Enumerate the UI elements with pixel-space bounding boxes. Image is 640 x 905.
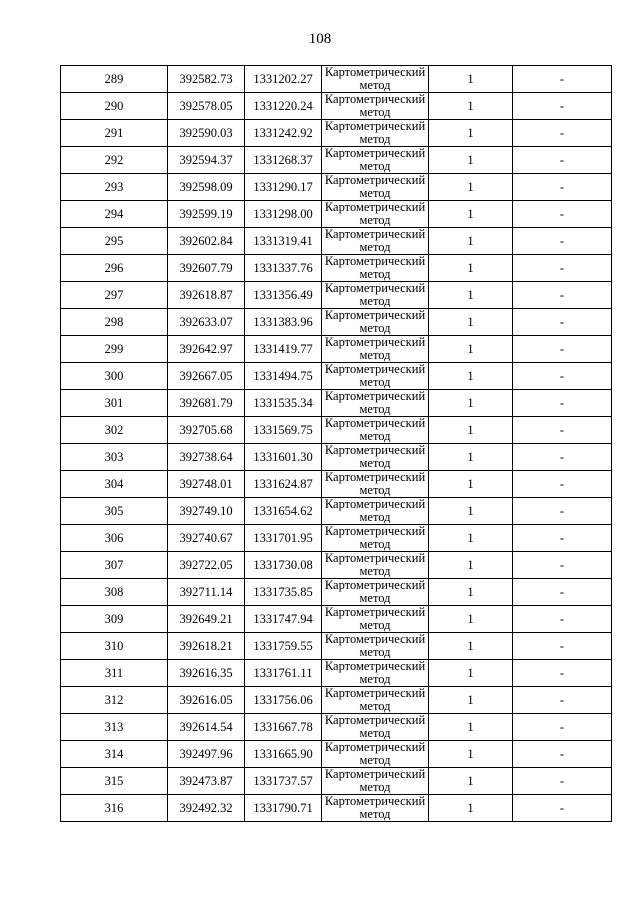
accuracy-cell: 1 <box>429 633 513 660</box>
accuracy-cell: 1 <box>429 255 513 282</box>
x-coordinate-cell: 392582.73 <box>168 66 245 93</box>
method-label-line1: Картометрический <box>324 389 426 403</box>
x-coordinate-cell: 392497.96 <box>168 741 245 768</box>
method-label-line1: Картометрический <box>324 92 426 106</box>
table-row <box>61 363 612 390</box>
note-cell: - <box>513 768 612 795</box>
y-coordinate-cell: 1331759.55 <box>245 633 322 660</box>
method-cell <box>322 606 429 633</box>
method-label-line2: метод <box>359 564 391 578</box>
x-coordinate-cell: 392740.67 <box>168 525 245 552</box>
x-coordinate-cell: 392618.87 <box>168 282 245 309</box>
point-number-cell: 304 <box>61 471 168 498</box>
x-coordinate-cell: 392748.01 <box>168 471 245 498</box>
point-number-cell: 305 <box>61 498 168 525</box>
y-coordinate-cell: 1331624.87 <box>245 471 322 498</box>
method-cell <box>322 282 429 309</box>
method-label-line1: Картометрический <box>324 713 426 727</box>
method-cell <box>322 417 429 444</box>
method-label-line2: метод <box>359 105 391 119</box>
x-coordinate-cell: 392607.79 <box>168 255 245 282</box>
method-label-line2: метод <box>359 672 391 686</box>
point-number-cell: 302 <box>61 417 168 444</box>
method-label-line2: метод <box>359 726 391 740</box>
accuracy-cell: 1 <box>429 552 513 579</box>
method-label-line1: Картометрический <box>324 443 426 457</box>
table-row <box>61 741 612 768</box>
note-cell: - <box>513 660 612 687</box>
y-coordinate-cell: 1331756.06 <box>245 687 322 714</box>
point-number-cell: 303 <box>61 444 168 471</box>
accuracy-cell: 1 <box>429 714 513 741</box>
point-number-cell: 307 <box>61 552 168 579</box>
method-label-line2: метод <box>359 267 391 281</box>
y-coordinate-cell: 1331337.76 <box>245 255 322 282</box>
method-label-line1: Картометрический <box>324 146 426 160</box>
y-coordinate-cell: 1331220.24 <box>245 93 322 120</box>
table-row <box>61 687 612 714</box>
accuracy-cell: 1 <box>429 147 513 174</box>
method-cell <box>322 714 429 741</box>
method-cell <box>322 228 429 255</box>
method-label-line1: Картометрический <box>324 551 426 565</box>
point-number-cell: 314 <box>61 741 168 768</box>
accuracy-cell: 1 <box>429 309 513 336</box>
method-label-line2: метод <box>359 294 391 308</box>
method-cell <box>322 390 429 417</box>
method-label-line1: Картометрический <box>324 308 426 322</box>
table-row <box>61 606 612 633</box>
note-cell: - <box>513 174 612 201</box>
x-coordinate-cell: 392590.03 <box>168 120 245 147</box>
note-cell: - <box>513 714 612 741</box>
note-cell: - <box>513 120 612 147</box>
method-label-line1: Картометрический <box>324 497 426 511</box>
x-coordinate-cell: 392618.21 <box>168 633 245 660</box>
method-cell <box>322 687 429 714</box>
accuracy-cell: 1 <box>429 606 513 633</box>
accuracy-cell: 1 <box>429 525 513 552</box>
note-cell: - <box>513 606 612 633</box>
method-label-line2: метод <box>359 483 391 497</box>
table-row <box>61 660 612 687</box>
method-label-line2: метод <box>359 402 391 416</box>
accuracy-cell: 1 <box>429 228 513 255</box>
method-label-line1: Картометрический <box>324 632 426 646</box>
table-row <box>61 471 612 498</box>
table-row <box>61 120 612 147</box>
method-label-line1: Картометрический <box>324 173 426 187</box>
coordinates-table-body <box>61 66 612 822</box>
method-label-line2: метод <box>359 132 391 146</box>
method-label-line1: Картометрический <box>324 65 426 79</box>
accuracy-cell: 1 <box>429 579 513 606</box>
point-number-cell: 313 <box>61 714 168 741</box>
table-row <box>61 255 612 282</box>
table-row <box>61 147 612 174</box>
y-coordinate-cell: 1331730.08 <box>245 552 322 579</box>
point-number-cell: 312 <box>61 687 168 714</box>
method-label-line1: Картометрический <box>324 362 426 376</box>
method-cell <box>322 795 429 822</box>
table-row <box>61 417 612 444</box>
note-cell: - <box>513 525 612 552</box>
point-number-cell: 295 <box>61 228 168 255</box>
method-label-line1: Картометрический <box>324 227 426 241</box>
point-number-cell: 298 <box>61 309 168 336</box>
method-cell <box>322 471 429 498</box>
method-label-line1: Картометрический <box>324 767 426 781</box>
y-coordinate-cell: 1331535.34 <box>245 390 322 417</box>
table-row <box>61 309 612 336</box>
accuracy-cell: 1 <box>429 741 513 768</box>
x-coordinate-cell: 392614.54 <box>168 714 245 741</box>
method-cell <box>322 552 429 579</box>
note-cell: - <box>513 417 612 444</box>
y-coordinate-cell: 1331356.49 <box>245 282 322 309</box>
method-cell <box>322 741 429 768</box>
method-cell <box>322 498 429 525</box>
note-cell: - <box>513 147 612 174</box>
y-coordinate-cell: 1331202.27 <box>245 66 322 93</box>
page-number: 108 <box>308 31 332 47</box>
accuracy-cell: 1 <box>429 795 513 822</box>
method-label-line1: Картометрический <box>324 254 426 268</box>
method-label-line2: метод <box>359 348 391 362</box>
y-coordinate-cell: 1331268.37 <box>245 147 322 174</box>
table-row <box>61 336 612 363</box>
method-label-line2: метод <box>359 240 391 254</box>
accuracy-cell: 1 <box>429 93 513 120</box>
x-coordinate-cell: 392594.37 <box>168 147 245 174</box>
method-cell <box>322 363 429 390</box>
point-number-cell: 301 <box>61 390 168 417</box>
method-label-line2: метод <box>359 186 391 200</box>
x-coordinate-cell: 392738.64 <box>168 444 245 471</box>
x-coordinate-cell: 392616.35 <box>168 660 245 687</box>
accuracy-cell: 1 <box>429 417 513 444</box>
table-row <box>61 201 612 228</box>
y-coordinate-cell: 1331790.71 <box>245 795 322 822</box>
method-label-line2: метод <box>359 429 391 443</box>
method-cell <box>322 579 429 606</box>
method-label-line2: метод <box>359 159 391 173</box>
method-label-line2: метод <box>359 510 391 524</box>
coordinates-table <box>60 65 612 822</box>
method-label-line2: метод <box>359 375 391 389</box>
method-label-line2: метод <box>359 807 391 821</box>
y-coordinate-cell: 1331601.30 <box>245 444 322 471</box>
point-number-cell: 300 <box>61 363 168 390</box>
method-label-line1: Картометрический <box>324 524 426 538</box>
point-number-cell: 309 <box>61 606 168 633</box>
note-cell: - <box>513 201 612 228</box>
y-coordinate-cell: 1331383.96 <box>245 309 322 336</box>
x-coordinate-cell: 392749.10 <box>168 498 245 525</box>
method-label-line2: метод <box>359 321 391 335</box>
method-cell <box>322 201 429 228</box>
note-cell: - <box>513 336 612 363</box>
method-cell <box>322 525 429 552</box>
method-label-line1: Картометрический <box>324 281 426 295</box>
x-coordinate-cell: 392705.68 <box>168 417 245 444</box>
point-number-cell: 294 <box>61 201 168 228</box>
x-coordinate-cell: 392667.05 <box>168 363 245 390</box>
point-number-cell: 293 <box>61 174 168 201</box>
note-cell: - <box>513 687 612 714</box>
method-cell <box>322 174 429 201</box>
note-cell: - <box>513 444 612 471</box>
method-cell <box>322 147 429 174</box>
method-cell <box>322 336 429 363</box>
method-cell <box>322 255 429 282</box>
point-number-cell: 289 <box>61 66 168 93</box>
method-label-line2: метод <box>359 753 391 767</box>
y-coordinate-cell: 1331419.77 <box>245 336 322 363</box>
table-row <box>61 174 612 201</box>
method-cell <box>322 660 429 687</box>
method-label-line1: Картометрический <box>324 659 426 673</box>
method-label-line1: Картометрический <box>324 686 426 700</box>
table-row <box>61 282 612 309</box>
table-row <box>61 768 612 795</box>
point-number-cell: 316 <box>61 795 168 822</box>
method-label-line1: Картометрический <box>324 416 426 430</box>
table-row <box>61 390 612 417</box>
method-cell <box>322 309 429 336</box>
x-coordinate-cell: 392599.19 <box>168 201 245 228</box>
method-label-line1: Картометрический <box>324 578 426 592</box>
table-row <box>61 795 612 822</box>
note-cell: - <box>513 363 612 390</box>
y-coordinate-cell: 1331735.85 <box>245 579 322 606</box>
point-number-cell: 315 <box>61 768 168 795</box>
accuracy-cell: 1 <box>429 390 513 417</box>
method-label-line1: Картометрический <box>324 740 426 754</box>
x-coordinate-cell: 392473.87 <box>168 768 245 795</box>
x-coordinate-cell: 392722.05 <box>168 552 245 579</box>
accuracy-cell: 1 <box>429 498 513 525</box>
table-row <box>61 552 612 579</box>
note-cell: - <box>513 552 612 579</box>
y-coordinate-cell: 1331737.57 <box>245 768 322 795</box>
method-label-line2: метод <box>359 78 391 92</box>
method-label-line2: метод <box>359 618 391 632</box>
accuracy-cell: 1 <box>429 201 513 228</box>
method-label-line2: метод <box>359 591 391 605</box>
method-label-line1: Картометрический <box>324 119 426 133</box>
note-cell: - <box>513 795 612 822</box>
method-label-line1: Картометрический <box>324 335 426 349</box>
y-coordinate-cell: 1331290.17 <box>245 174 322 201</box>
table-row <box>61 525 612 552</box>
table-row <box>61 444 612 471</box>
note-cell: - <box>513 498 612 525</box>
note-cell: - <box>513 309 612 336</box>
note-cell: - <box>513 579 612 606</box>
y-coordinate-cell: 1331747.94 <box>245 606 322 633</box>
x-coordinate-cell: 392616.05 <box>168 687 245 714</box>
method-label-line2: метод <box>359 645 391 659</box>
method-label-line2: метод <box>359 780 391 794</box>
x-coordinate-cell: 392633.07 <box>168 309 245 336</box>
table-row <box>61 498 612 525</box>
y-coordinate-cell: 1331494.75 <box>245 363 322 390</box>
x-coordinate-cell: 392578.05 <box>168 93 245 120</box>
accuracy-cell: 1 <box>429 471 513 498</box>
y-coordinate-cell: 1331667.78 <box>245 714 322 741</box>
x-coordinate-cell: 392598.09 <box>168 174 245 201</box>
table-row <box>61 93 612 120</box>
y-coordinate-cell: 1331701.95 <box>245 525 322 552</box>
method-label-line1: Картометрический <box>324 605 426 619</box>
method-cell <box>322 633 429 660</box>
note-cell: - <box>513 93 612 120</box>
x-coordinate-cell: 392681.79 <box>168 390 245 417</box>
note-cell: - <box>513 741 612 768</box>
method-label-line2: метод <box>359 213 391 227</box>
note-cell: - <box>513 255 612 282</box>
y-coordinate-cell: 1331665.90 <box>245 741 322 768</box>
table-row <box>61 579 612 606</box>
y-coordinate-cell: 1331654.62 <box>245 498 322 525</box>
note-cell: - <box>513 633 612 660</box>
point-number-cell: 297 <box>61 282 168 309</box>
note-cell: - <box>513 66 612 93</box>
x-coordinate-cell: 392711.14 <box>168 579 245 606</box>
accuracy-cell: 1 <box>429 120 513 147</box>
accuracy-cell: 1 <box>429 660 513 687</box>
note-cell: - <box>513 228 612 255</box>
accuracy-cell: 1 <box>429 687 513 714</box>
point-number-cell: 311 <box>61 660 168 687</box>
x-coordinate-cell: 392649.21 <box>168 606 245 633</box>
note-cell: - <box>513 390 612 417</box>
accuracy-cell: 1 <box>429 444 513 471</box>
method-cell <box>322 444 429 471</box>
accuracy-cell: 1 <box>429 174 513 201</box>
x-coordinate-cell: 392602.84 <box>168 228 245 255</box>
point-number-cell: 310 <box>61 633 168 660</box>
accuracy-cell: 1 <box>429 282 513 309</box>
table-row <box>61 66 612 93</box>
y-coordinate-cell: 1331569.75 <box>245 417 322 444</box>
accuracy-cell: 1 <box>429 66 513 93</box>
method-label-line1: Картометрический <box>324 470 426 484</box>
y-coordinate-cell: 1331319.41 <box>245 228 322 255</box>
table-row <box>61 633 612 660</box>
point-number-cell: 290 <box>61 93 168 120</box>
method-cell <box>322 120 429 147</box>
point-number-cell: 299 <box>61 336 168 363</box>
table-row <box>61 228 612 255</box>
note-cell: - <box>513 471 612 498</box>
x-coordinate-cell: 392642.97 <box>168 336 245 363</box>
accuracy-cell: 1 <box>429 363 513 390</box>
accuracy-cell: 1 <box>429 336 513 363</box>
method-label-line2: метод <box>359 699 391 713</box>
y-coordinate-cell: 1331242.92 <box>245 120 322 147</box>
y-coordinate-cell: 1331761.11 <box>245 660 322 687</box>
note-cell: - <box>513 282 612 309</box>
method-label-line1: Картометрический <box>324 794 426 808</box>
method-cell <box>322 768 429 795</box>
point-number-cell: 291 <box>61 120 168 147</box>
point-number-cell: 296 <box>61 255 168 282</box>
method-label-line1: Картометрический <box>324 200 426 214</box>
method-label-line2: метод <box>359 456 391 470</box>
point-number-cell: 292 <box>61 147 168 174</box>
method-label-line2: метод <box>359 537 391 551</box>
point-number-cell: 306 <box>61 525 168 552</box>
accuracy-cell: 1 <box>429 768 513 795</box>
y-coordinate-cell: 1331298.00 <box>245 201 322 228</box>
table-row <box>61 714 612 741</box>
point-number-cell: 308 <box>61 579 168 606</box>
x-coordinate-cell: 392492.32 <box>168 795 245 822</box>
method-cell <box>322 93 429 120</box>
method-cell <box>322 66 429 93</box>
